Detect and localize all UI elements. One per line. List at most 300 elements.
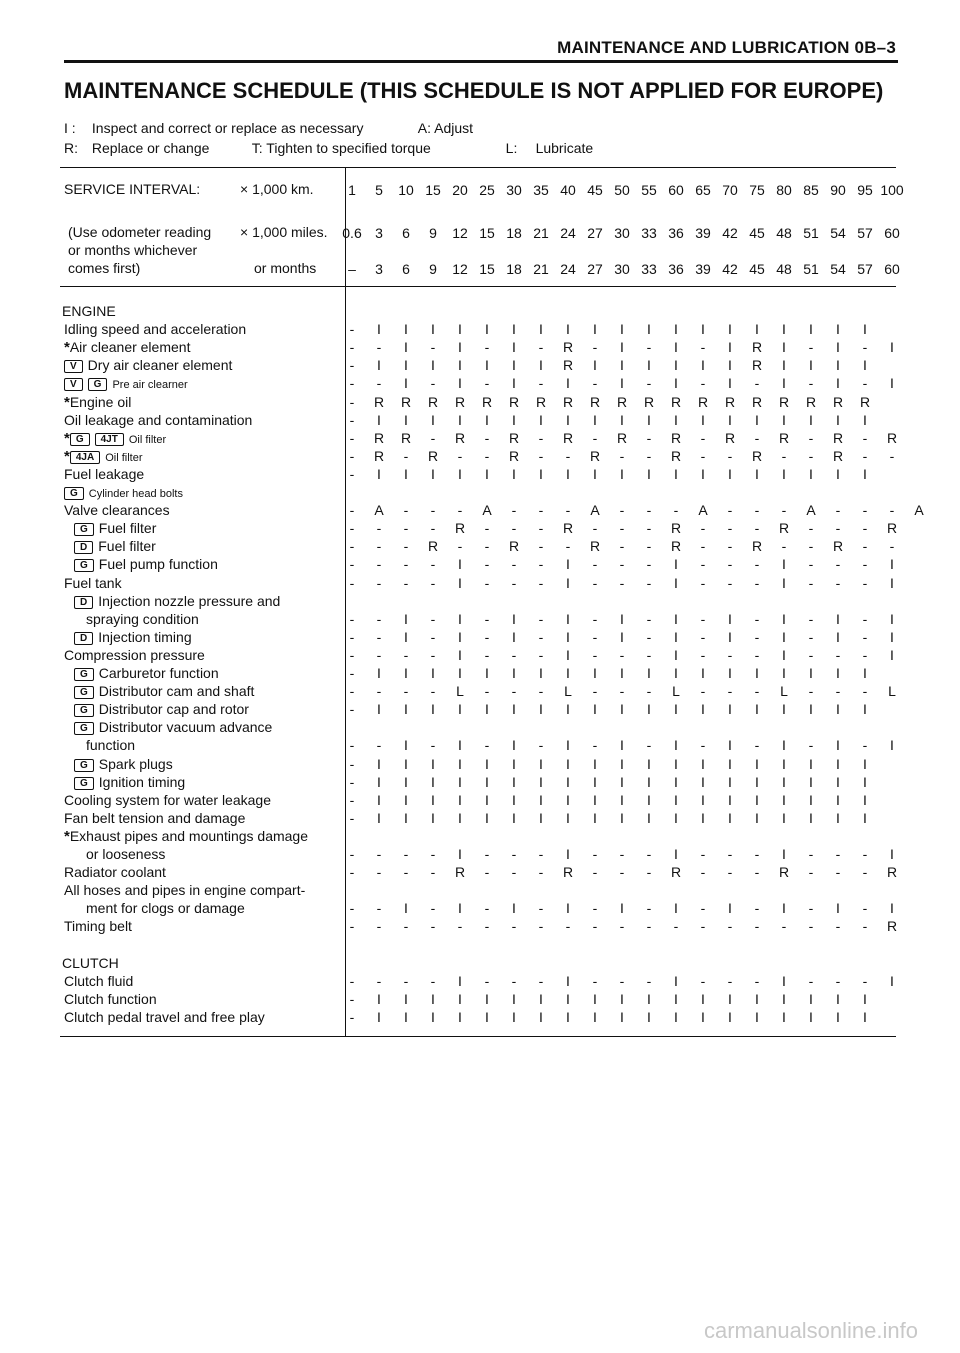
interval-value: 15: [479, 225, 495, 241]
schedule-cell: -: [754, 737, 760, 754]
schedule-cell: R: [805, 393, 817, 410]
schedule-cell: R: [562, 864, 574, 881]
schedule-cell: I: [593, 1008, 597, 1025]
section-heading: [62, 954, 342, 972]
schedule-cell: I: [647, 411, 651, 428]
schedule-cell: I: [701, 665, 705, 681]
schedule-cell: I: [593, 990, 597, 1007]
schedule-cell: -: [727, 502, 733, 519]
schedule-cell: R: [589, 538, 601, 555]
schedule-cell: -: [592, 375, 598, 392]
schedule-cell: -: [646, 864, 652, 881]
schedule-cell: -: [538, 972, 544, 989]
interval-value: 51: [803, 261, 819, 277]
schedule-values-row: [346, 646, 896, 664]
legend: [64, 120, 593, 160]
schedule-cell: I: [539, 411, 543, 428]
schedule-item-label: [86, 845, 366, 863]
schedule-cell: I: [674, 846, 678, 862]
engine-code-badge: D: [74, 596, 93, 609]
interval-value: 39: [695, 261, 711, 277]
schedule-item-label: [64, 791, 344, 809]
schedule-cell: -: [430, 972, 436, 989]
schedule-cell: I: [566, 900, 570, 917]
schedule-cell: I: [458, 574, 462, 591]
schedule-cell: -: [403, 972, 409, 989]
schedule-cell: -: [619, 502, 625, 519]
schedule-cell: I: [647, 701, 651, 718]
schedule-cell: R: [373, 447, 385, 464]
schedule-cell: I: [782, 755, 786, 772]
schedule-cell: I: [512, 755, 516, 772]
schedule-cell: -: [349, 628, 355, 645]
schedule-cell: I: [404, 411, 408, 428]
schedule-cell: I: [620, 1008, 624, 1025]
schedule-cell: I: [512, 375, 516, 392]
schedule-cell: I: [809, 990, 813, 1007]
interval-value: 55: [641, 182, 657, 198]
schedule-cell: -: [430, 556, 436, 573]
schedule-cell: I: [674, 465, 678, 482]
schedule-cell: I: [431, 773, 435, 790]
schedule-item-label: [64, 338, 344, 357]
schedule-cell: -: [808, 574, 814, 591]
schedule-cell: -: [727, 683, 733, 700]
schedule-cell: R: [616, 429, 628, 446]
schedule-cell: -: [403, 918, 409, 935]
schedule-cell: I: [431, 755, 435, 772]
schedule-cell: I: [404, 755, 408, 772]
schedule-cell: I: [539, 791, 543, 808]
schedule-cell: -: [430, 502, 436, 519]
schedule-item-label: [74, 700, 354, 718]
section-heading: [62, 302, 342, 320]
schedule-cell: I: [404, 791, 408, 808]
schedule-cell: R: [778, 520, 790, 537]
schedule-cell: -: [646, 646, 652, 663]
schedule-values-row: [346, 628, 896, 646]
schedule-cell: I: [728, 465, 732, 482]
engine-code-badge: 4JT: [95, 433, 124, 446]
schedule-item-label: [74, 628, 354, 646]
schedule-cell: I: [566, 846, 570, 862]
schedule-cell: -: [592, 574, 598, 591]
schedule-cell: I: [647, 357, 651, 374]
schedule-cell: L: [672, 683, 680, 700]
schedule-cell: -: [376, 574, 382, 591]
schedule-values-row: [346, 555, 896, 573]
schedule-cell: -: [754, 502, 760, 519]
schedule-cell: I: [620, 375, 624, 392]
schedule-cell: I: [728, 773, 732, 790]
schedule-cell: R: [832, 429, 844, 446]
schedule-cell: I: [620, 665, 624, 681]
schedule-values-row: [346, 429, 896, 447]
schedule-cell: -: [511, 520, 517, 537]
schedule-cell: R: [832, 393, 844, 410]
schedule-cell: L: [888, 683, 896, 700]
schedule-cell: -: [592, 737, 598, 754]
interval-value: 42: [722, 225, 738, 241]
interval-value: 100: [880, 182, 904, 198]
schedule-cell: I: [458, 610, 462, 627]
schedule-cell: I: [755, 755, 759, 772]
schedule-cell: -: [646, 683, 652, 700]
item-text: Clutch function: [64, 990, 157, 1007]
schedule-cell: -: [592, 556, 598, 573]
schedule-cell: -: [808, 339, 814, 356]
schedule-cell: -: [700, 610, 706, 627]
schedule-cell: I: [890, 972, 894, 989]
schedule-cell: R: [508, 393, 520, 410]
schedule-cell: I: [836, 321, 840, 338]
schedule-cell: I: [782, 665, 786, 681]
schedule-cell: I: [674, 646, 678, 663]
interval-value: 50: [614, 182, 630, 198]
schedule-cell: I: [674, 900, 678, 917]
interval-value: 5: [375, 182, 383, 198]
schedule-cell: I: [458, 1008, 462, 1025]
interval-value: 36: [668, 225, 684, 241]
schedule-cell: I: [863, 321, 867, 338]
schedule-cell: -: [754, 574, 760, 591]
schedule-cell: I: [863, 411, 867, 428]
schedule-cell: -: [484, 646, 490, 663]
interval-value: 60: [668, 182, 684, 198]
schedule-cell: -: [484, 900, 490, 917]
schedule-cell: R: [454, 864, 466, 881]
schedule-cell: -: [457, 538, 463, 555]
schedule-cell: -: [511, 574, 517, 591]
schedule-cell: -: [538, 574, 544, 591]
schedule-cell: I: [782, 809, 786, 826]
schedule-cell: I: [512, 809, 516, 826]
schedule-cell: R: [454, 393, 466, 410]
schedule-cell: I: [890, 339, 894, 356]
interval-value: 1: [348, 182, 356, 198]
schedule-item-label: [64, 990, 344, 1008]
schedule-cell: -: [862, 610, 868, 627]
schedule-cell: I: [728, 339, 732, 356]
schedule-cell: -: [700, 864, 706, 881]
schedule-item-label: [86, 610, 366, 628]
schedule-cell: I: [836, 755, 840, 772]
schedule-cell: -: [403, 447, 409, 464]
schedule-cell: -: [862, 429, 868, 446]
schedule-cell: I: [809, 357, 813, 374]
schedule-cell: -: [349, 900, 355, 917]
schedule-cell: -: [754, 683, 760, 700]
schedule-cell: -: [700, 646, 706, 663]
schedule-cell: I: [458, 646, 462, 663]
schedule-item-label: [64, 863, 344, 881]
schedule-cell: -: [484, 972, 490, 989]
schedule-cell: I: [674, 574, 678, 591]
schedule-cell: I: [593, 755, 597, 772]
schedule-cell: -: [592, 918, 598, 935]
schedule-cell: -: [538, 846, 544, 862]
schedule-cell: -: [349, 737, 355, 754]
item-text: Cylinder head bolts: [88, 488, 183, 500]
schedule-cell: -: [727, 918, 733, 935]
schedule-cell: R: [886, 429, 898, 446]
schedule-cell: I: [836, 465, 840, 482]
schedule-item-label: [64, 483, 344, 503]
schedule-cell: I: [701, 990, 705, 1007]
schedule-cell: I: [728, 791, 732, 808]
schedule-cell: -: [538, 683, 544, 700]
interval-row: [346, 260, 900, 278]
page-header-title: MAINTENANCE AND LUBRICATION 0B–3: [557, 38, 896, 57]
legend-line-1: [64, 120, 593, 140]
schedule-cell: -: [376, 683, 382, 700]
schedule-cell: -: [484, 447, 490, 464]
schedule-values-row: [346, 700, 896, 718]
interval-value: 39: [695, 225, 711, 241]
schedule-cell: -: [538, 646, 544, 663]
schedule-item-label: [74, 664, 354, 682]
schedule-cell: I: [809, 321, 813, 338]
watermark: carmanualsonline.info: [703, 1318, 918, 1343]
schedule-cell: -: [538, 429, 544, 446]
schedule-item-label: [74, 555, 354, 573]
schedule-cell: -: [349, 846, 355, 862]
schedule-cell: -: [619, 574, 625, 591]
schedule-item-label: [64, 411, 344, 429]
schedule-cell: I: [647, 665, 651, 681]
schedule-cell: I: [404, 990, 408, 1007]
schedule-item-label: [64, 574, 344, 592]
schedule-cell: -: [403, 556, 409, 573]
schedule-cell: I: [539, 1008, 543, 1025]
schedule-cell: -: [349, 465, 355, 482]
schedule-cell: I: [674, 972, 678, 989]
schedule-cell: -: [754, 628, 760, 645]
schedule-cell: -: [754, 900, 760, 917]
schedule-cell: I: [728, 755, 732, 772]
schedule-cell: I: [566, 556, 570, 573]
schedule-cell: -: [484, 683, 490, 700]
item-text: Idling speed and acceleration: [64, 321, 247, 338]
schedule-cell: -: [349, 393, 355, 410]
interval-value: 48: [776, 261, 792, 277]
interval-value: 45: [587, 182, 603, 198]
schedule-cell: -: [538, 610, 544, 627]
schedule-cell: I: [458, 556, 462, 573]
item-text: Exhaust pipes and mountings damage: [69, 827, 309, 844]
schedule-cell: R: [427, 447, 439, 464]
schedule-cell: I: [431, 321, 435, 338]
schedule-cell: -: [538, 538, 544, 555]
schedule-cell: I: [782, 773, 786, 790]
schedule-cell: -: [700, 520, 706, 537]
service-interval-note-1: (Use odometer reading: [68, 224, 212, 240]
schedule-cell: R: [562, 429, 574, 446]
interval-value: 75: [749, 182, 765, 198]
schedule-cell: I: [674, 411, 678, 428]
schedule-cell: -: [754, 556, 760, 573]
schedule-cell: -: [457, 502, 463, 519]
interval-value: 18: [506, 261, 522, 277]
schedule-cell: I: [566, 990, 570, 1007]
schedule-cell: I: [890, 628, 894, 645]
interval-value: 70: [722, 182, 738, 198]
schedule-cell: I: [458, 990, 462, 1007]
schedule-item-label: [86, 899, 366, 917]
schedule-cell: I: [377, 1008, 381, 1025]
schedule-cell: -: [781, 918, 787, 935]
service-interval-label: SERVICE INTERVAL:: [64, 181, 201, 197]
schedule-cell: -: [349, 665, 355, 681]
schedule-cell: I: [404, 610, 408, 627]
schedule-cell: -: [862, 683, 868, 700]
schedule-cell: -: [430, 574, 436, 591]
schedule-cell: -: [376, 556, 382, 573]
interval-value: 36: [668, 261, 684, 277]
schedule-cell: -: [862, 574, 868, 591]
schedule-cell: I: [485, 465, 489, 482]
schedule-cell: -: [808, 520, 814, 537]
schedule-cell: -: [457, 918, 463, 935]
schedule-cell: I: [647, 1008, 651, 1025]
schedule-cell: I: [566, 773, 570, 790]
schedule-cell: I: [485, 990, 489, 1007]
schedule-cell: -: [538, 918, 544, 935]
asterisk-mark: *: [64, 827, 70, 845]
schedule-cell: R: [832, 447, 844, 464]
schedule-cell: I: [539, 321, 543, 338]
schedule-cell: -: [376, 628, 382, 645]
schedule-cell: -: [808, 918, 814, 935]
schedule-cell: -: [754, 429, 760, 446]
schedule-cell: I: [431, 357, 435, 374]
schedule-cell: I: [782, 556, 786, 573]
legend-text-torque: T: Tighten to specified torque: [251, 140, 431, 156]
schedule-cell: -: [700, 628, 706, 645]
schedule-cell: -: [430, 846, 436, 862]
item-text: Distributor cam and shaft: [98, 683, 255, 700]
schedule-cell: I: [512, 628, 516, 645]
schedule-cell: I: [566, 665, 570, 681]
interval-value: 10: [398, 182, 414, 198]
schedule-cell: -: [646, 502, 652, 519]
schedule-cell: R: [724, 393, 736, 410]
schedule-cell: -: [754, 375, 760, 392]
item-text: Ignition timing: [98, 773, 186, 790]
schedule-cell: I: [485, 1008, 489, 1025]
schedule-cell: R: [670, 429, 682, 446]
schedule-cell: -: [727, 864, 733, 881]
interval-value: 6: [402, 261, 410, 277]
asterisk-mark: *: [64, 447, 70, 465]
schedule-cell: R: [670, 538, 682, 555]
schedule-cell: I: [566, 972, 570, 989]
schedule-cell: -: [430, 737, 436, 754]
schedule-cell: I: [566, 755, 570, 772]
schedule-cell: I: [701, 1008, 705, 1025]
schedule-cell: -: [727, 846, 733, 862]
schedule-cell: -: [592, 520, 598, 537]
schedule-cell: I: [404, 701, 408, 718]
schedule-cell: -: [484, 737, 490, 754]
schedule-cell: -: [646, 429, 652, 446]
schedule-cell: -: [538, 628, 544, 645]
schedule-cell: -: [619, 556, 625, 573]
schedule-cell: -: [592, 846, 598, 862]
interval-value: 40: [560, 182, 576, 198]
schedule-cell: I: [674, 610, 678, 627]
schedule-cell: I: [431, 791, 435, 808]
schedule-cell: I: [620, 773, 624, 790]
schedule-cell: -: [619, 538, 625, 555]
schedule-cell: -: [619, 972, 625, 989]
schedule-cell: I: [836, 701, 840, 718]
schedule-cell: -: [403, 846, 409, 862]
item-text: Oil filter: [128, 433, 167, 446]
schedule-cell: I: [890, 556, 894, 573]
schedule-cell: I: [782, 574, 786, 591]
schedule-cell: I: [566, 321, 570, 338]
schedule-cell: -: [538, 864, 544, 881]
schedule-cell: I: [485, 665, 489, 681]
schedule-cell: I: [485, 321, 489, 338]
schedule-cell: -: [862, 538, 868, 555]
schedule-cell: -: [376, 918, 382, 935]
asterisk-mark: *: [64, 429, 70, 447]
schedule-cell: I: [620, 321, 624, 338]
schedule-cell: I: [593, 321, 597, 338]
schedule-cell: I: [863, 465, 867, 482]
schedule-cell: I: [755, 701, 759, 718]
schedule-cell: I: [755, 990, 759, 1007]
schedule-cell: -: [349, 1008, 355, 1025]
schedule-cell: R: [751, 447, 763, 464]
schedule-cell: -: [835, 502, 841, 519]
schedule-values-row: [346, 736, 896, 754]
schedule-cell: R: [373, 429, 385, 446]
schedule-cell: -: [349, 701, 355, 718]
item-text: Distributor cap and rotor: [98, 701, 249, 718]
schedule-cell: I: [701, 357, 705, 374]
schedule-cell: R: [535, 393, 547, 410]
schedule-cell: -: [403, 683, 409, 700]
item-text: Oil leakage and contamination: [64, 411, 253, 428]
interval-value: 45: [749, 225, 765, 241]
schedule-values-row: [346, 990, 896, 1008]
engine-code-badge: G: [74, 668, 94, 681]
schedule-cell: I: [701, 755, 705, 772]
interval-value: 48: [776, 225, 792, 241]
schedule-cell: -: [808, 683, 814, 700]
schedule-cell: -: [538, 447, 544, 464]
engine-code-badge: G: [74, 559, 94, 572]
schedule-cell: R: [670, 447, 682, 464]
schedule-cell: -: [700, 737, 706, 754]
schedule-cell: -: [484, 628, 490, 645]
schedule-cell: I: [404, 339, 408, 356]
schedule-cell: -: [484, 610, 490, 627]
interval-value: 54: [830, 261, 846, 277]
schedule-cell: -: [349, 755, 355, 772]
schedule-cell: I: [404, 375, 408, 392]
schedule-cell: I: [863, 773, 867, 790]
schedule-cell: I: [566, 574, 570, 591]
schedule-cell: -: [592, 972, 598, 989]
schedule-cell: I: [377, 755, 381, 772]
interval-value: 65: [695, 182, 711, 198]
schedule-cell: -: [430, 683, 436, 700]
asterisk-mark: *: [64, 393, 70, 411]
